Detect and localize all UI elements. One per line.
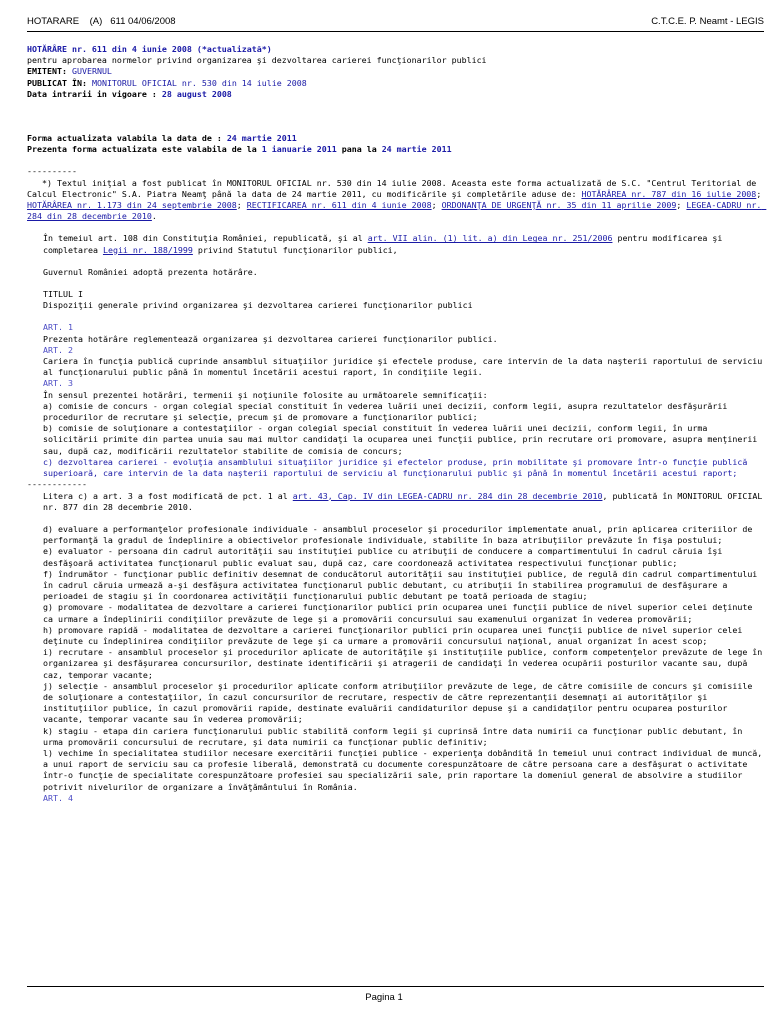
forma-date: 24 martie 2011 bbox=[226, 133, 297, 144]
art-2-text: Cariera în funcţia publică cuprinde ansamblul situaţiilor juridice şi efectele produse, care intervin de la data naşterii raportului de serviciu al funcţionarului public până în momentul încetării acestui raport, în condiţiile legii. bbox=[43, 356, 763, 378]
temei-text-c: privind Statutul funcţionarilor publici, bbox=[192, 244, 398, 255]
prezenta-mid: pana la bbox=[341, 144, 377, 155]
art-3-heading[interactable]: ART. 3 bbox=[43, 378, 73, 389]
header-source: C.T.C.E. P. Neamt - LEGIS bbox=[651, 16, 764, 27]
doc-subtitle: pentru aprobarea normelor privind organizarea şi dezvoltarea carierei funcţionarilor publici bbox=[27, 55, 487, 66]
emitent-label: EMITENT: bbox=[27, 66, 67, 77]
publicat-label: PUBLICAT ÎN: bbox=[27, 77, 87, 88]
link-hg-787[interactable]: HOTĂRÂREA nr. 787 din 16 iulie 2008 bbox=[581, 188, 757, 199]
header-doc-id: HOTARARE (A) 611 04/06/2008 bbox=[27, 16, 176, 27]
link-art-vii[interactable]: art. VII alin. (1) lit. a) din Legea nr. 251/2006 bbox=[367, 233, 613, 244]
page-header bbox=[27, 16, 764, 31]
titlu-heading: TITLUL I bbox=[43, 289, 83, 300]
prezenta-line bbox=[27, 144, 763, 155]
page-number: Pagina 1 bbox=[365, 992, 403, 1003]
prezenta-to: 24 martie 2011 bbox=[381, 144, 452, 155]
prezenta-from: 1 ianuarie 2011 bbox=[261, 144, 337, 155]
modification-note bbox=[27, 491, 763, 513]
prezenta-pre: Prezenta forma actualizata este valabila de la bbox=[27, 144, 257, 155]
art-3-intro: În sensul prezentei hotărâri, termenii şi noţiunile folosite au următoarele semnificaţii: bbox=[43, 389, 488, 400]
update-note-text: *) Textul iniţial a fost publicat în MONITORUL OFICIAL nr. 530 din 14 iulie 2008. Aceasta este forma actualizată de S.C. "Centrul Teritorial de Calcul Electronic" S.A. Piatra Neamţ până la data de 24 martie 2011, cu modificările şi completările aduse de: bbox=[27, 177, 762, 199]
art-2-heading[interactable]: ART. 2 bbox=[43, 344, 73, 355]
intrare-date: 28 august 2008 bbox=[161, 88, 232, 99]
temei-text-b: pentru modificarea şi completarea bbox=[43, 233, 723, 255]
link-rectificare[interactable]: RECTIFICAREA nr. 611 din 4 iunie 2008 bbox=[246, 200, 432, 211]
footer-divider bbox=[27, 986, 764, 987]
art-3-lit-l: l) vechime în specialitatea studiilor necesare exercitării funcţiei publice - experienţa dobândită în temeiul unui contract individual de muncă, a unui raport de serviciu sau ca profesie liberală, demonstrată cu documente corespunzătoare de către persoana care a desfăşurat o activitate într-o funcţie de specialitate corespunzătoare profesiei sau specializării sale, prin raportare la domeniul general de absolvire a studiilor potrivit nivelurilor de organizare a învăţământului în România. bbox=[43, 747, 763, 792]
titlu-description: Dispoziţii generale privind organizarea şi dezvoltarea carierei funcţionarilor publici bbox=[43, 300, 473, 311]
link-art-43[interactable]: art. 43, Cap. IV din LEGEA-CADRU nr. 284 din 28 decembrie 2010 bbox=[292, 490, 603, 501]
publicat-line bbox=[27, 78, 763, 89]
art-3-lit-d: d) evaluare a performanţelor profesionale individuale - ansamblul proceselor şi procedurilor implementate anual, prin aplicarea criteriilor de performanţă la gradul de îndeplinire a obiectivelor profesionale individuale, stabilite în baza atribuţiilor prevăzute în fişa postului; bbox=[43, 523, 753, 546]
link-lege-284[interactable]: LEGEA-CADRU nr. 284 din 28 decembrie 2010 bbox=[27, 200, 767, 222]
update-note: *) Textul iniţial a fost publicat în MONITORUL OFICIAL nr. 530 din 14 iulie 2008. Aceasta este forma actualizată de S.C. "Centrul Teritorial de Calcul Electronic" S.A. Piatra Neamţ până la data de 24 martie 2011, cu modificările şi completările aduse de: HOTĂRÂREA nr. 787 din 16 iulie 2008; HOTĂRÂREA nr. 1.173 din 24 septembrie 2008; RECTIFICAREA nr. 611 din 4 iunie 2008; ORDONANŢA DE URGENŢĂ nr. 35 din 11 aprilie 2009; LEGEA-CADRU nr. 284 din 28 decembrie 2010. bbox=[27, 177, 767, 222]
art-3-lit-i: i) recrutare - ansamblul proceselor şi procedurilor aplicate de autorităţile şi instituţiile publice, conform competenţelor prevăzute de lege în organizarea şi desfăşurarea concursurilor, destinate identificării şi atragerii de candidaţi în vederea ocupării posturilor vacante sau, după caz, temporar vacante; bbox=[43, 647, 763, 680]
art-3-lit-a: a) comisie de concurs - organ colegial special constituit în vederea luării unei decizii, conform legii, asupra rezultatelor desfăşurării procedurilor de recrutare şi selecţie, precum şi de promovare a funcţionarilor publici; bbox=[43, 400, 728, 423]
art-3-lit-e: e) evaluator - persoana din cadrul autorităţii sau instituţiei publice cu atribuţii de conducere a compartimentului în cadrul căruia îşi desfăşoară activitatea funcţionarul public evaluat sau, după caz, care coordonează activitatea respectivului funcţionar public; bbox=[43, 546, 723, 568]
intrare-label: Data intrarii in vigoare : bbox=[27, 88, 157, 99]
art-1-text: Prezenta hotărâre reglementează organizarea şi dezvoltarea carierei funcţionarilor publici. bbox=[43, 333, 498, 344]
art-3-lit-b: b) comisie de soluţionare a contestaţiilor - organ colegial special constituit în vederea luării unei decizii, conform legii, în urma solicitării primite din partea unuia sau mai multor candidaţi la ocuparea unei funcţii publice, prin recrutare ori promovare, asupra menţinerii sau, după caz, modificării rezultatelor stabilite de comisia de concurs; bbox=[43, 423, 758, 456]
art-3-lit-f: f) îndrumător - funcţionar public definitiv desemnat de conducătorul autorităţii sau instituţiei publice, de regulă din cadrul compartimentului în cadrul căruia urmează a-şi desfăşura activitatea funcţionarul public debutant, cu atribuţii în stabilirea programului de desfăşurare a perioadei de stagiu şi în coordonarea activităţii funcţionarului public debutant pe toată perioada de stagiu; bbox=[43, 568, 758, 602]
emitent-link[interactable]: GUVERNUL bbox=[71, 66, 112, 77]
header-divider bbox=[27, 31, 764, 32]
link-hg-1173[interactable]: HOTĂRÂREA nr. 1.173 din 24 septembrie 2008 bbox=[27, 200, 237, 211]
intrare-line bbox=[27, 89, 763, 100]
art-4-heading[interactable]: ART. 4 bbox=[43, 792, 73, 803]
link-lege-188[interactable]: Legii nr. 188/1999 bbox=[102, 244, 193, 255]
art-3-lit-g: g) promovare - modalitatea de dezvoltare a carierei funcţionarilor publici prin ocuparea unei funcţii publice de nivel superior celei deţinute ca urmare a îndeplinirii condiţiilor prevăzute de lege şi a promovării concursului sau examenului organizat în vederea promovării; bbox=[43, 602, 753, 624]
art-3-lit-c: c) dezvoltarea carierei - evoluţia ansamblului situaţiilor juridice şi efectelor produse, prin mobilitate şi promovare într-o funcţie publică superioară, care intervin de la data naşterii raportului de serviciu al funcţionarului public şi până în momentul încetării acestui raport; bbox=[43, 456, 748, 479]
link-oug-35[interactable]: ORDONANŢA DE URGENŢĂ nr. 35 din 11 aprilie 2009 bbox=[441, 200, 677, 211]
art-3-lit-h: h) promovare rapidă - modalitatea de dezvoltare a carierei funcţionarilor publici prin ocuparea unei funcţii publice de nivel superior celei deţinute cu îndeplinirea condiţiilor prevăzute de lege şi ca urmare a promovării concursului naţional, anual organizat în acest scop; bbox=[43, 624, 743, 646]
modification-text-a: Litera c) a art. 3 a fost modificată de pct. 1 al bbox=[43, 490, 293, 501]
art-3-lit-k: k) stagiu - etapa din cariera funcţionarului public stabilită conform legii şi cuprinsă între data numirii ca funcţionar public debutant, în urma promovării concursului de recrutare, şi data numirii ca funcţionar public definitiv; bbox=[43, 725, 743, 747]
emitent-line bbox=[27, 66, 763, 77]
temei-paragraph bbox=[27, 233, 763, 255]
modification-text-b: , publicată în MONITORUL OFICIAL nr. 877 din 28 decembrie 2010. bbox=[43, 490, 763, 512]
art-3-lit-j: j) selecţie - ansamblul proceselor şi procedurilor aplicate conform atribuţiilor prevăzute de lege, de către comisiile de concurs şi comisiile de soluţionare a contestaţiilor, în cazul concursurilor de recrutare, respectiv de către reprezentanţii desemnaţi ai autorităţilor şi instituţiilor publice, în cazul promovării rapide, destinate evaluării candidaturilor depuse şi a candidaţilor pentru ocuparea posturilor vacante, temporar vacante sau în vederea promovării; bbox=[43, 680, 753, 725]
doc-title: HOTĂRÂRE nr. 611 din 4 iunie 2008 (*actualizată*) bbox=[27, 44, 272, 54]
art-1-heading[interactable]: ART. 1 bbox=[43, 322, 73, 333]
forma-label: Forma actualizata valabila la data de : bbox=[27, 133, 222, 144]
separator-2: ------------ bbox=[27, 479, 87, 490]
forma-line bbox=[27, 133, 763, 144]
separator-1: ---------- bbox=[27, 166, 77, 177]
document-body bbox=[27, 44, 767, 984]
guvern-adopta: Guvernul României adoptă prezenta hotărâre. bbox=[43, 266, 258, 277]
publicat-link[interactable]: MONITORUL OFICIAL nr. 530 din 14 iulie 2008 bbox=[91, 77, 307, 88]
temei-text-a: În temeiul art. 108 din Constituţia României, republicată, şi al bbox=[43, 233, 368, 244]
